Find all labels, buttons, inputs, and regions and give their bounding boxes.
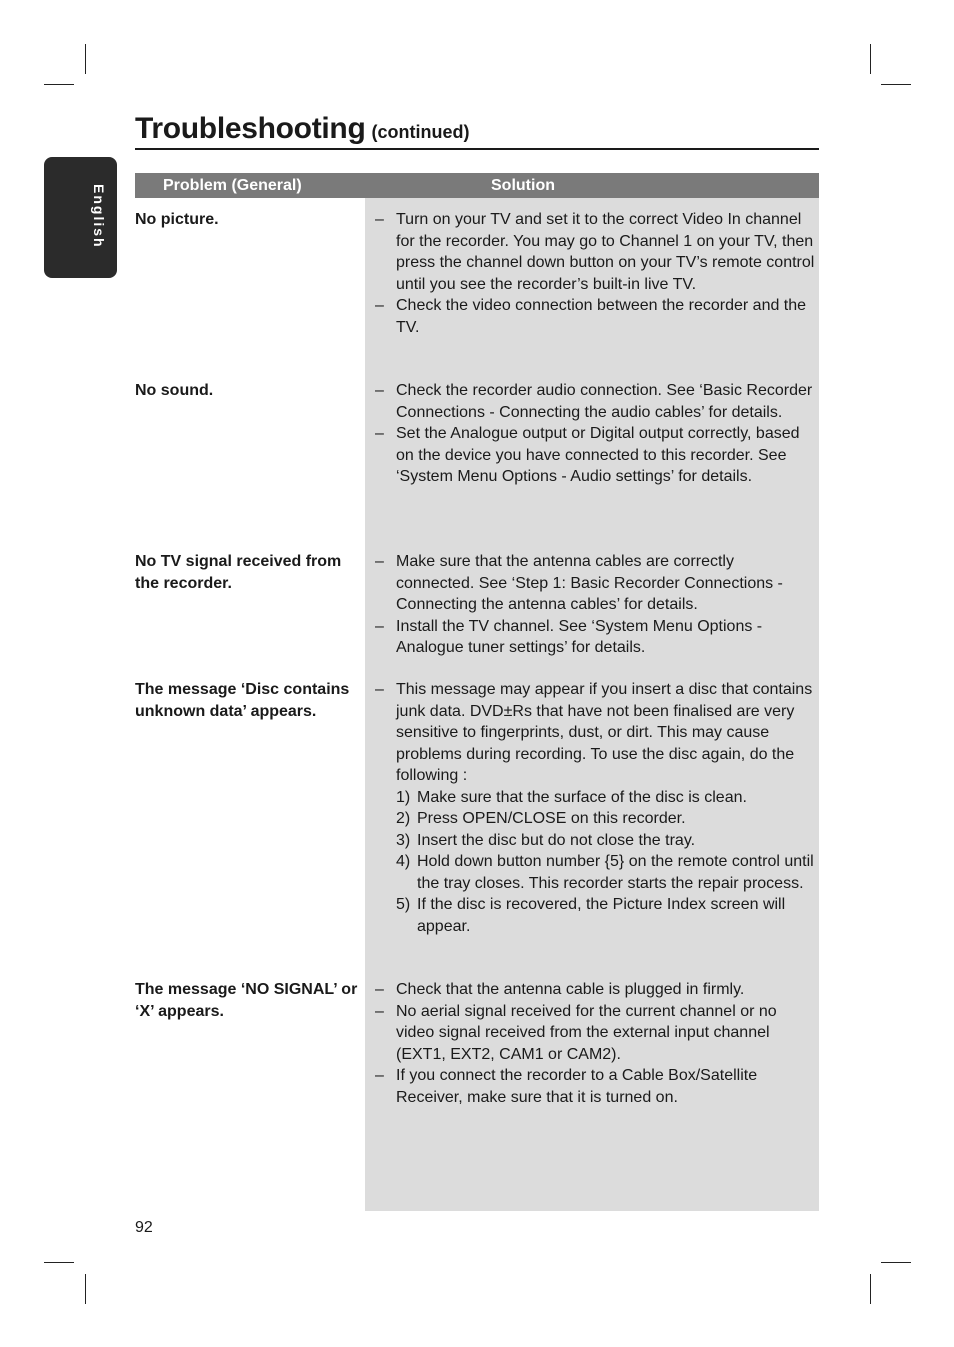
solution-text: Check the recorder audio connection. See ‘Basic Recorder Connections - Connecting the audio cables’ for details. [396,382,813,421]
step-item [375,787,815,809]
dash-marker: – [375,382,384,399]
solution-item [375,1065,815,1108]
page-number: 92 [135,1219,153,1236]
solution-cell [375,979,815,1108]
solution-item [375,209,815,295]
dash-marker: – [375,1067,384,1084]
step-text: Press OPEN/CLOSE on this recorder. [417,810,686,827]
solution-text: If you connect the recorder to a Cable Box/Satellite Receiver, make sure that it is turned on. [396,1067,758,1106]
problem-text: No sound. [135,382,214,399]
step-item [375,894,815,937]
crop-mark [85,44,86,74]
problem-text: No TV signal received from the recorder. [135,553,342,592]
solution-text: Check the video connection between the recorder and the TV. [396,297,807,336]
dash-marker: – [375,1002,384,1020]
solution-text: This message may appear if you insert a disc that contains junk data. DVD±Rs that have not been finalised are very sensitive to fingerprints, dust, or dirt. This may cause problems during recording. To use the disc again, do the following : [396,681,813,784]
step-text: Make sure that the surface of the disc is clean. [417,788,747,806]
header-solution: Solution [491,177,555,194]
solution-item [375,423,815,488]
dash-marker: – [375,681,384,698]
dash-marker: – [375,297,384,314]
solution-text: Make sure that the antenna cables are correctly connected. See ‘Step 1: Basic Recorder Connections - Connecting the antenna cables’ for details. [396,553,783,613]
problem-text: The message ‘Disc contains unknown data’ appears. [135,681,350,720]
crop-mark [881,84,911,85]
solution-item [375,679,815,787]
solution-text: Turn on your TV and set it to the correct Video In channel for the recorder. You may go to Channel 1 on your TV, then press the channel down button on your TV’s remote control until you see the recorder’s built-in live TV. [396,211,815,293]
solution-cell [375,551,815,659]
solution-item [375,979,815,1001]
step-number: 1) [396,788,411,806]
solution-cell [375,679,815,937]
crop-mark [870,1274,871,1304]
dash-marker: – [375,425,384,442]
crop-mark [44,84,74,85]
solution-item [375,295,815,338]
dash-marker: – [375,981,384,998]
crop-mark [44,1262,74,1263]
title-suffix: (continued) [371,122,470,142]
language-tab-label: English [91,184,107,249]
step-number: 4) [396,853,411,870]
step-item [375,851,815,894]
problem-text: No picture. [135,211,219,228]
solution-item [375,380,815,423]
header-problem: Problem (General) [163,177,302,194]
solution-text: Check that the antenna cable is plugged in firmly. [396,981,745,998]
step-item [375,808,815,830]
solution-text: Set the Analogue output or Digital output correctly, based on the device you have connected to this recorder. See ‘System Menu Options - Audio settings’ for details. [396,425,800,485]
step-number: 3) [396,831,411,849]
crop-mark [881,1262,911,1263]
table-header [135,173,819,198]
step-number: 2) [396,810,411,827]
solution-item [375,1001,815,1066]
solution-text: No aerial signal received for the current channel or no video signal received from the external input channel (EXT1, EXT2, CAM1 or CAM2). [396,1002,777,1063]
step-text: Hold down button number {5} on the remote control until the tray closes. This recorder starts the repair process. [417,853,814,892]
problem-text: The message ‘NO SIGNAL’ or ‘X’ appears. [135,981,358,1020]
dash-marker: – [375,553,384,570]
solution-cell [375,380,815,488]
step-text: If the disc is recovered, the Picture Index screen will appear. [417,896,786,935]
page-title [135,112,819,150]
dash-marker: – [375,211,384,228]
solution-text: Install the TV channel. See ‘System Menu Options - Analogue tuner settings’ for details. [396,617,763,656]
solution-cell [375,209,815,338]
crop-mark [870,44,871,74]
crop-mark [85,1274,86,1304]
solution-item [375,551,815,616]
step-text: Insert the disc but do not close the tray. [417,831,696,849]
dash-marker: – [375,617,384,635]
solution-item [375,616,815,659]
step-item [375,830,815,852]
title-text: Troubleshooting [135,112,366,145]
step-number: 5) [396,896,411,913]
